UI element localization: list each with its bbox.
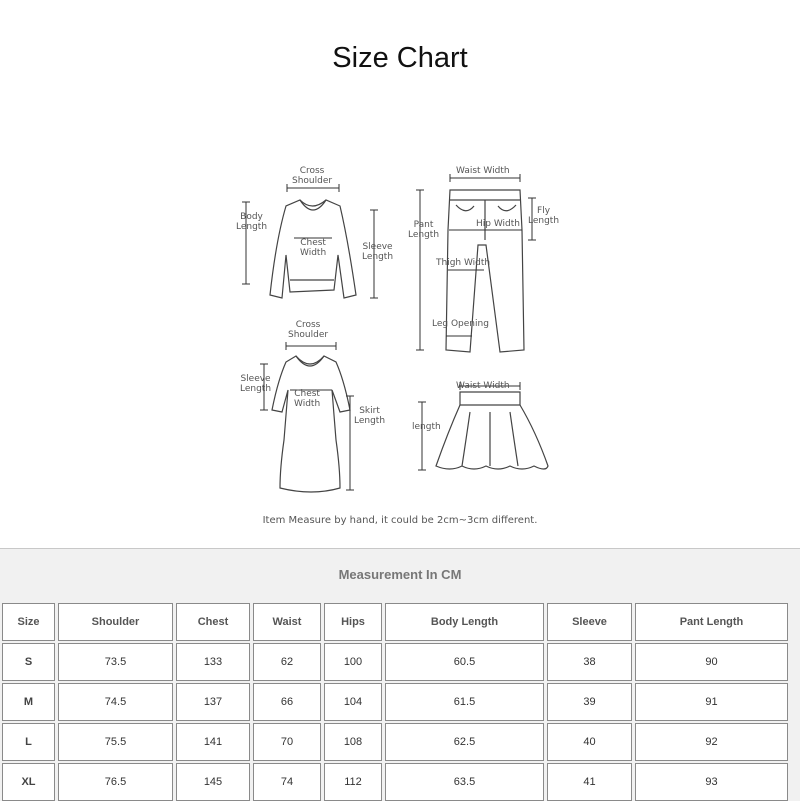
- table-cell: 76.5: [58, 763, 173, 801]
- label-pants-leg-opening: Leg Opening: [432, 319, 489, 329]
- table-cell: 39: [547, 683, 632, 721]
- table-cell: 41: [547, 763, 632, 801]
- table-cell: S: [2, 643, 55, 681]
- table-cell: 66: [253, 683, 321, 721]
- table-cell: 108: [324, 723, 382, 761]
- table-cell: 73.5: [58, 643, 173, 681]
- label-dress-chest-width: Chest Width: [294, 389, 321, 409]
- table-cell: 38: [547, 643, 632, 681]
- table-cell: 63.5: [385, 763, 544, 801]
- table-header-cell: Waist: [253, 603, 321, 641]
- label-dress-cross-shoulder: Cross Shoulder: [288, 320, 329, 340]
- table-cell: 62.5: [385, 723, 544, 761]
- dress-illustration: [272, 356, 350, 492]
- table-cell: 145: [176, 763, 250, 801]
- label-dress-skirt-length: Skirt Length: [354, 406, 386, 426]
- table-cell: 70: [253, 723, 321, 761]
- table-row: [2, 763, 788, 801]
- table-header-cell: Hips: [324, 603, 382, 641]
- table-cell: 91: [635, 683, 788, 721]
- label-top-chest-width: Chest Width: [300, 238, 327, 258]
- label-pants-fly-length: Fly Length: [528, 206, 560, 226]
- table-cell: 74: [253, 763, 321, 801]
- table-cell: 60.5: [385, 643, 544, 681]
- label-pants-pant-length: Pant Length: [408, 220, 440, 240]
- table-cell: 93: [635, 763, 788, 801]
- table-cell: M: [2, 683, 55, 721]
- table-cell: 133: [176, 643, 250, 681]
- label-top-sleeve-length: Sleeve Length: [362, 242, 394, 262]
- table-cell: 75.5: [58, 723, 173, 761]
- table-row: [2, 643, 788, 681]
- table-caption: Measurement In CM: [338, 567, 462, 582]
- size-table: [0, 601, 791, 803]
- measurement-diagram: [0, 150, 800, 510]
- table-header-cell: Body Length: [385, 603, 544, 641]
- table-row: [2, 723, 788, 761]
- skirt-illustration: [436, 392, 548, 469]
- table-cell: 92: [635, 723, 788, 761]
- table-header-row: [2, 603, 788, 641]
- label-pants-waist-width: Waist Width: [456, 166, 510, 176]
- table-header-cell: Shoulder: [58, 603, 173, 641]
- table-cell: 74.5: [58, 683, 173, 721]
- page-title: Size Chart: [332, 42, 468, 74]
- measurement-table-panel: [0, 548, 800, 801]
- label-top-body-length: Body Length: [236, 212, 268, 232]
- table-cell: 141: [176, 723, 250, 761]
- table-cell: L: [2, 723, 55, 761]
- table-cell: 90: [635, 643, 788, 681]
- table-header-cell: Size: [2, 603, 55, 641]
- label-pants-hip-width: Hip Width: [476, 219, 520, 229]
- label-skirt-length: length: [412, 422, 441, 432]
- table-cell: 61.5: [385, 683, 544, 721]
- table-cell: 112: [324, 763, 382, 801]
- table-header-cell: Pant Length: [635, 603, 788, 641]
- label-pants-thigh-width: Thigh Width: [436, 258, 491, 268]
- label-top-cross-shoulder: Cross Shoulder: [292, 166, 333, 186]
- label-dress-sleeve-length: Sleeve Length: [240, 374, 272, 394]
- table-header-cell: Chest: [176, 603, 250, 641]
- measurement-note: Item Measure by hand, it could be 2cm~3cm different.: [262, 515, 538, 526]
- table-cell: 104: [324, 683, 382, 721]
- label-skirt-waist-width: Waist Width: [456, 381, 510, 391]
- garment-illustrations: [0, 150, 800, 510]
- table-cell: XL: [2, 763, 55, 801]
- table-cell: 40: [547, 723, 632, 761]
- table-cell: 137: [176, 683, 250, 721]
- table-cell: 100: [324, 643, 382, 681]
- table-header-cell: Sleeve: [547, 603, 632, 641]
- table-row: [2, 683, 788, 721]
- table-cell: 62: [253, 643, 321, 681]
